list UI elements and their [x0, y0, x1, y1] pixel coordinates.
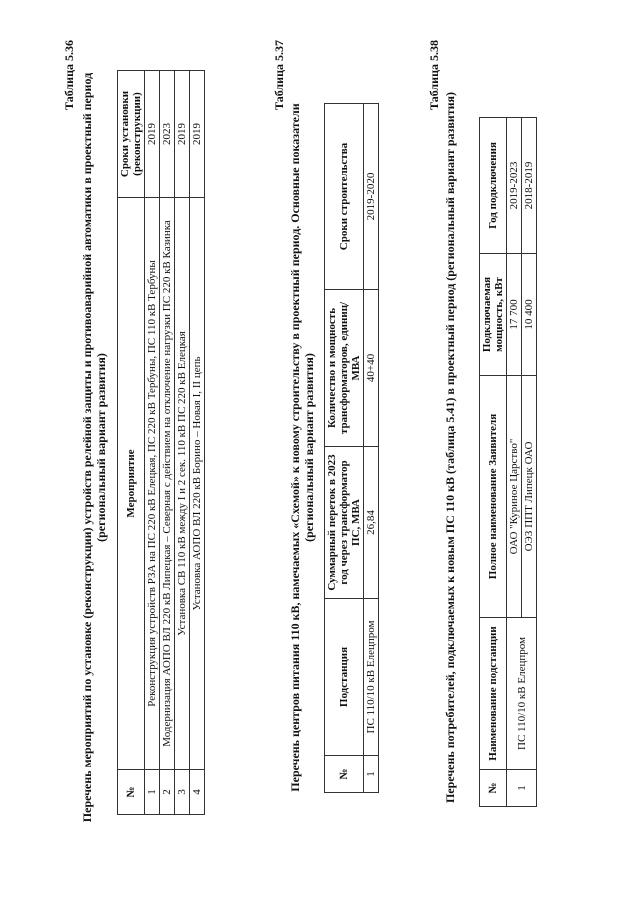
table-5-36 — [117, 70, 205, 815]
col-header-power: Подключаемая мощность, кВт — [480, 254, 507, 376]
table-header-row — [480, 118, 507, 807]
cell-power: 17 700 — [507, 254, 522, 376]
table-5-38 — [479, 117, 537, 807]
cell-measure: Установка АОПО ВЛ 220 кВ Борино – Новая I, II цепь — [190, 198, 205, 770]
col-header-measure: Мероприятие — [118, 198, 145, 770]
cell-measure: Установка СВ 110 кВ между I и 2 сек. 110 кВ ПС 220 кВ Елецкая — [175, 198, 190, 770]
section-table-5-38 — [427, 40, 567, 855]
col-header-applicant: Полное наименование Заявителя — [480, 376, 507, 618]
col-header-substation: Подстанция — [325, 599, 364, 756]
table-row — [175, 71, 190, 815]
table-header-row — [325, 104, 364, 793]
table-title: Перечень центров питания 110 кВ, намечаемых «Схемой» к новому строительству в проектный период. Основные показатели (региональный вариант развития) — [288, 103, 316, 792]
cell-connection-year: 2019-2023 — [507, 118, 522, 254]
col-header-flow: Суммарный переток в 2023 год через трансформатор ПС, МВА — [325, 447, 364, 599]
cell-date: 2019 — [145, 71, 160, 198]
table-title: Перечень мероприятий по установке (реконструкции) устройств релейной защиты и противоаварийной автоматики в проектный период (региональный вариант развития) — [80, 72, 108, 823]
table-row — [364, 104, 379, 793]
col-header-connection-year: Год подключения — [480, 118, 507, 254]
cell-connection-year: 2018-2019 — [522, 118, 537, 254]
cell-measure: Реконструкция устройств РЗА на ПС 220 кВ Елецкая, ПС 220 кВ Тербуны, ПС 110 кВ Тербуны — [145, 198, 160, 770]
cell-measure: Модернизация АОПО ВЛ 220 кВ Липецкая – Северная с действием на отключение нагрузки ПС 220 кВ Казинка — [160, 198, 175, 770]
section-table-5-37 — [272, 40, 412, 855]
table-row — [190, 71, 205, 815]
table-row — [160, 71, 175, 815]
col-header-transformers: Количество и мощность трансформаторов, единиц/МВА — [325, 290, 364, 447]
col-header-number: № — [118, 770, 145, 815]
cell-number: 2 — [160, 770, 175, 815]
cell-power: 10 400 — [522, 254, 537, 376]
document-page — [52, 40, 572, 855]
col-header-dates: Сроки установки (реконструкции) — [118, 71, 145, 198]
table-title: Перечень потребителей, подключаемых к новым ПС 110 кВ (таблица 5.41) в проектный период (региональный вариант развития) — [443, 91, 457, 804]
cell-date: 2019 — [175, 71, 190, 198]
cell-number: 3 — [175, 770, 190, 815]
col-header-number: № — [480, 770, 507, 807]
table-number: Таблица 5.36 — [62, 40, 76, 110]
cell-substation: ПС 110/10 кВ Елецпром — [364, 599, 379, 756]
table-number: Таблица 5.38 — [427, 40, 441, 110]
cell-applicant: ОЭЗ ППТ Липецк ОАО — [522, 376, 537, 618]
table-header-row — [118, 71, 145, 815]
cell-number: 4 — [190, 770, 205, 815]
cell-number: 1 — [364, 756, 379, 793]
cell-flow: 26,84 — [364, 447, 379, 599]
cell-substation: ПС 110/10 кВ Елецпром — [507, 618, 537, 770]
col-header-number: № — [325, 756, 364, 793]
cell-number: 1 — [507, 770, 537, 807]
cell-date: 2019 — [190, 71, 205, 198]
section-table-5-36 — [62, 40, 222, 855]
cell-applicant: ОАО "Куриное Царство" — [507, 376, 522, 618]
table-5-37 — [324, 103, 379, 793]
table-row — [507, 118, 522, 807]
col-header-construction-dates: Сроки строительства — [325, 104, 364, 290]
cell-transformers: 40+40 — [364, 290, 379, 447]
cell-construction-dates: 2019-2020 — [364, 104, 379, 290]
col-header-substation: Наименование подстанции — [480, 618, 507, 770]
cell-date: 2023 — [160, 71, 175, 198]
table-number: Таблица 5.37 — [272, 40, 286, 110]
cell-number: 1 — [145, 770, 160, 815]
table-row — [145, 71, 160, 815]
